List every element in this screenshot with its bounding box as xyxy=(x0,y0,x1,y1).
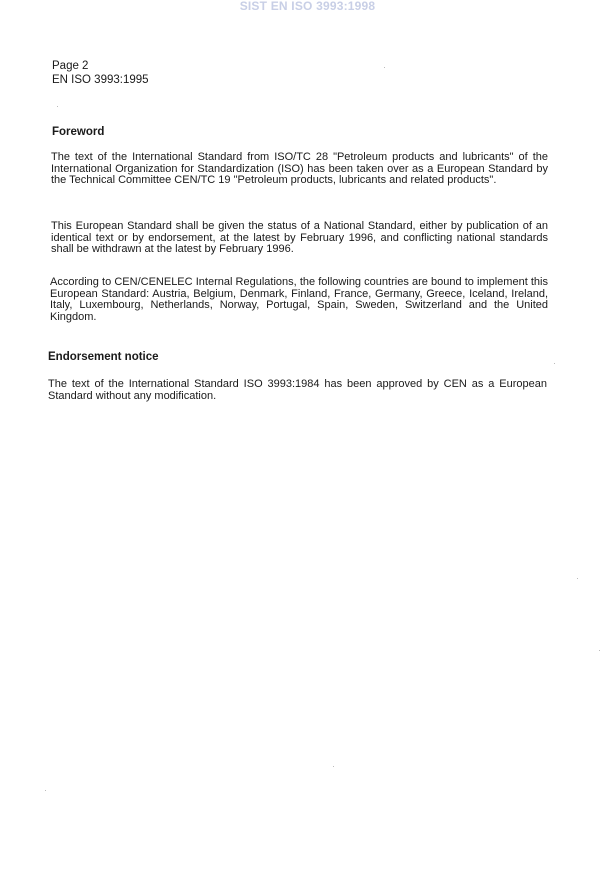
page-number: Page 2 xyxy=(52,60,89,72)
foreword-heading: Foreword xyxy=(52,126,105,138)
scan-speck xyxy=(577,578,578,579)
foreword-paragraph-2: This European Standard shall be given the status of a National Standard, either by publication of an identical text or by endorsement, at the latest by February 1996, and conflicting national standards shall be withdrawn at the latest by February 1996. xyxy=(51,220,548,255)
foreword-paragraph-1: The text of the International Standard from ISO/TC 28 "Petroleum products and lubricants" of the International Organization for Standardization (ISO) has been taken over as a European Standard by the Technical Committee CEN/TC 19 "Petroleum products, lubricants and related products". xyxy=(51,151,548,186)
scan-speck xyxy=(599,650,600,651)
page-header xyxy=(52,59,149,87)
scan-speck xyxy=(45,790,46,791)
endorsement-paragraph: The text of the International Standard ISO 3993:1984 has been approved by CEN as a European Standard without any modification. xyxy=(48,378,547,402)
endorsement-heading: Endorsement notice xyxy=(48,351,159,363)
scan-speck xyxy=(57,106,58,107)
scan-speck xyxy=(554,363,555,364)
standard-reference: EN ISO 3993:1995 xyxy=(52,74,149,86)
watermark: SIST EN ISO 3993:1998 xyxy=(239,0,376,13)
scan-speck xyxy=(384,67,385,68)
scan-speck xyxy=(333,766,334,767)
foreword-paragraph-3: According to CEN/CENELEC Internal Regulations, the following countries are bound to implement this European Standard: Austria, Belgium, Denmark, Finland, France, Germany, Greece, Iceland, Ireland, Italy, Luxembourg, Netherlands, Norway, Portugal, Spain, Sweden, Switzerland and the United Kingdom. xyxy=(50,276,548,323)
